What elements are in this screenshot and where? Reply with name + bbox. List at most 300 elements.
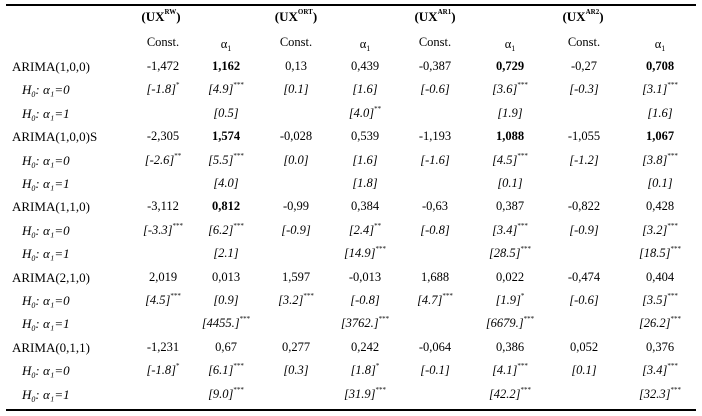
model-label: ARIMA(1,0,0)S [12, 129, 98, 145]
coefficient-cell [549, 199, 619, 214]
coefficient-cell [549, 59, 619, 74]
cell-value: [4455.] [201, 316, 240, 331]
significance-stars: *** [517, 221, 528, 230]
coefficient-cell [330, 199, 400, 214]
hypothesis-equation: : α₁=1 [35, 316, 70, 332]
hypothesis-h-subscript: 0 [31, 113, 36, 123]
test-statistic-cell [191, 106, 261, 121]
hypothesis-h: H [22, 82, 32, 98]
coefficient-cell [400, 270, 470, 285]
cell-value: [32.3] [638, 386, 671, 401]
coefficient-cell [261, 199, 331, 214]
test-statistic-cell [128, 82, 198, 97]
cell-value: 1,688 [420, 269, 450, 284]
hypothesis-h-subscript: 0 [31, 160, 36, 170]
coefficient-cell [330, 340, 400, 355]
hypothesis-row [0, 384, 702, 406]
cell-value: 1,067 [645, 129, 675, 144]
hypothesis-h-subscript: 0 [31, 301, 36, 310]
cell-value: [-0.1] [420, 363, 450, 378]
cell-value: -0,474 [567, 269, 601, 284]
model-label: ARIMA(1,1,0) [12, 199, 90, 215]
hypothesis-label [22, 223, 70, 240]
cell-value: -0,27 [570, 59, 598, 73]
test-statistic-cell [475, 82, 545, 97]
significance-stars: *** [667, 362, 678, 371]
cell-value: 0,242 [350, 339, 380, 354]
cell-value: [14.9] [343, 246, 376, 261]
test-statistic-cell [330, 82, 400, 97]
cell-value: [3.2] [278, 293, 304, 307]
cell-value: [2.4] [348, 222, 375, 237]
test-statistic-cell [330, 387, 400, 402]
test-statistic-cell [400, 153, 470, 168]
hypothesis-row [0, 243, 702, 265]
cell-value: [18.5] [638, 246, 671, 261]
test-statistic-cell [625, 387, 695, 402]
test-statistic-cell [549, 82, 619, 97]
coefficient-cell [475, 59, 545, 74]
test-statistic-cell [549, 153, 619, 168]
test-statistic-cell [191, 82, 261, 97]
hypothesis-equation: : α₁=0 [35, 363, 70, 379]
coefficient-cell [128, 199, 198, 214]
test-statistic-cell [549, 363, 619, 378]
alpha-header [625, 37, 695, 53]
hypothesis-equation: : α₁=1 [35, 386, 70, 402]
significance-stars: ** [174, 151, 182, 160]
coefficient-cell [330, 129, 400, 144]
alpha-symbol: $\alpha_1$ [654, 37, 666, 53]
significance-stars: ** [374, 104, 382, 113]
hypothesis-row [0, 220, 702, 242]
cell-value: [4.5] [145, 293, 171, 307]
model-row [0, 337, 702, 359]
hypothesis-label [22, 363, 70, 380]
coefficient-cell [330, 59, 400, 74]
cell-value: 0,277 [281, 339, 311, 354]
cell-value: -0,028 [279, 129, 313, 144]
test-statistic-cell [128, 293, 198, 308]
cell-value: 0,387 [495, 199, 525, 214]
cell-value: [3.6] [492, 82, 518, 97]
hypothesis-label [22, 293, 70, 310]
significance-stars: *** [670, 315, 682, 324]
alpha-subscript: 1 [661, 44, 666, 53]
significance-stars: *** [233, 385, 244, 394]
test-statistic-cell [549, 293, 619, 308]
significance-stars: *** [520, 245, 532, 254]
cell-value: 0,539 [350, 129, 380, 144]
group-header: $(UX^{AR1})$ [414, 8, 456, 24]
significance-stars: *** [378, 315, 390, 324]
cell-value: [-1.2] [569, 152, 599, 167]
test-statistic-cell [261, 82, 331, 97]
cell-value: -3,112 [147, 199, 179, 214]
cell-value: [1.6] [352, 82, 378, 97]
alpha-subscript: 1 [366, 44, 371, 53]
cell-value: 1,574 [211, 129, 241, 144]
cell-value: [1.6] [647, 105, 673, 120]
cell-value: [3.4] [492, 222, 518, 237]
cell-value: [4.7] [417, 293, 443, 307]
cell-value: 0,376 [645, 339, 675, 354]
significance-stars: * [520, 292, 525, 300]
significance-stars: *** [233, 362, 244, 371]
cell-value: 2,019 [148, 269, 178, 284]
coefficient-cell [330, 270, 400, 285]
test-statistic-cell [400, 82, 470, 97]
cell-value: -0,387 [418, 59, 452, 73]
cell-value: [6679.] [485, 316, 524, 331]
cell-value: [26.2] [638, 316, 671, 331]
hypothesis-h-subscript: 0 [31, 394, 36, 404]
coefficient-cell [128, 129, 198, 144]
cell-value: [-3.3] [142, 222, 173, 237]
hypothesis-row [0, 173, 702, 195]
hypothesis-label [22, 176, 70, 193]
cell-value: [0.0] [283, 152, 309, 167]
significance-stars: *** [517, 81, 528, 90]
test-statistic-cell [191, 176, 261, 191]
alpha-symbol: $\alpha_1$ [220, 37, 232, 53]
cell-value: 1,088 [495, 129, 525, 144]
coefficient-cell [625, 59, 695, 74]
significance-stars: * [176, 362, 180, 371]
const-header: Const. [567, 35, 601, 49]
significance-stars: *** [670, 385, 682, 394]
cell-value: [-0.8] [420, 222, 450, 237]
hypothesis-h: H [22, 222, 32, 238]
cell-value: 0,812 [211, 199, 241, 214]
test-statistic-cell [330, 223, 400, 238]
hypothesis-h: H [22, 152, 32, 168]
test-statistic-cell [625, 223, 695, 238]
test-statistic-cell [191, 293, 261, 308]
hypothesis-row [0, 103, 702, 125]
coefficient-cell [475, 199, 545, 214]
significance-stars: *** [442, 292, 453, 300]
test-statistic-cell [330, 363, 400, 378]
test-statistic-cell [330, 153, 400, 168]
coefficient-cell [625, 340, 695, 355]
cell-value: 0,386 [495, 339, 525, 354]
hypothesis-equation: : α₁=1 [35, 246, 70, 262]
cell-value: [-0.9] [281, 222, 311, 237]
significance-stars: * [176, 81, 180, 90]
alpha-subscript: 1 [511, 44, 516, 53]
cell-value: [-0.6] [420, 82, 450, 97]
hypothesis-label [22, 387, 70, 404]
cell-value: 0,729 [495, 59, 525, 73]
test-statistic-cell [330, 176, 400, 191]
test-statistic-cell [330, 106, 400, 121]
coefficient-cell [261, 340, 331, 355]
significance-stars: *** [670, 245, 682, 254]
cell-value: [3.4] [642, 363, 668, 378]
const-header: Const. [418, 35, 452, 49]
coefficient-cell [191, 270, 261, 285]
model-label: ARIMA(0,1,1) [12, 339, 90, 355]
coefficient-cell [549, 270, 619, 285]
cell-value: 1,597 [281, 269, 311, 284]
cell-value: [-0.6] [569, 293, 599, 307]
hypothesis-equation: : α₁=0 [35, 152, 70, 168]
hypothesis-h: H [22, 176, 32, 191]
coefficient-cell [625, 270, 695, 285]
cell-value: [4.5] [492, 152, 518, 167]
cell-value: [0.1] [497, 176, 523, 190]
group-name: UX [566, 9, 586, 24]
hypothesis-h: H [22, 316, 32, 332]
significance-stars: *** [523, 315, 535, 324]
significance-stars: *** [303, 292, 314, 300]
cell-value: [1.9] [497, 105, 523, 120]
cell-value: -2,305 [146, 129, 180, 144]
test-statistic-cell [625, 153, 695, 168]
significance-stars: *** [239, 315, 251, 324]
model-label: ARIMA(1,0,0) [12, 59, 90, 74]
cell-value: [-0.9] [569, 222, 599, 237]
hypothesis-h: H [22, 363, 32, 379]
group-superscript: AR2 [585, 8, 600, 16]
hypothesis-h-subscript: 0 [31, 230, 36, 240]
hypothesis-equation: : α₁=1 [35, 105, 70, 121]
significance-stars: *** [375, 245, 387, 254]
test-statistic-cell [400, 223, 470, 238]
test-statistic-cell [191, 316, 261, 331]
cell-value: [1.8] [350, 363, 376, 378]
cell-value: [4.9] [208, 82, 234, 97]
significance-stars: *** [520, 385, 532, 394]
hypothesis-h: H [22, 105, 32, 121]
cell-value: [31.9] [343, 386, 376, 401]
test-statistic-cell [330, 246, 400, 261]
alpha-symbol: $\alpha_1$ [504, 37, 516, 53]
alpha-symbol: $\alpha_1$ [359, 37, 371, 53]
group-superscript: AR1 [437, 8, 452, 16]
significance-stars: ** [374, 221, 382, 230]
cell-value: 0,404 [645, 269, 675, 284]
hypothesis-h-subscript: 0 [31, 371, 36, 381]
test-statistic-cell [330, 293, 400, 308]
significance-stars: *** [172, 221, 184, 230]
cell-value: [28.5] [488, 246, 521, 261]
cell-value: [0.5] [213, 105, 239, 120]
test-statistic-cell [475, 387, 545, 402]
const-header: Const. [146, 35, 180, 49]
group-header: $(UX^{AR2})$ [562, 8, 604, 24]
alpha-header [475, 37, 545, 53]
test-statistic-cell [261, 293, 331, 308]
hypothesis-row [0, 290, 702, 312]
test-statistic-cell [475, 316, 545, 331]
significance-stars: *** [667, 81, 678, 90]
cell-value: 0,013 [211, 269, 241, 284]
significance-stars: *** [517, 362, 528, 371]
cell-value: [4.0] [213, 176, 239, 190]
test-statistic-cell [191, 246, 261, 261]
hypothesis-equation: : α₁=0 [35, 293, 70, 308]
group-name: UX [418, 9, 438, 24]
test-statistic-cell [475, 293, 545, 308]
cell-value: -1,231 [146, 339, 180, 354]
coefficient-cell [261, 59, 331, 74]
cell-value: [-0.3] [569, 82, 599, 97]
cell-value: 0,428 [645, 199, 675, 214]
hypothesis-row [0, 360, 702, 382]
test-statistic-cell [475, 176, 545, 191]
significance-stars: *** [170, 292, 181, 300]
cell-value: [3.1] [642, 82, 668, 97]
test-statistic-cell [475, 363, 545, 378]
test-statistic-cell [191, 223, 261, 238]
group-name: UX [279, 9, 298, 24]
group-header: $(UX^{ORT})$ [274, 8, 318, 24]
cell-value: [5.5] [208, 152, 234, 167]
model-row [0, 126, 702, 148]
cell-value: [1.9] [495, 293, 521, 307]
cell-value: -1,472 [146, 59, 180, 73]
coefficient-cell [625, 199, 695, 214]
cell-value: -1,055 [567, 129, 601, 144]
significance-stars: *** [667, 151, 678, 160]
test-statistic-cell [128, 223, 198, 238]
significance-stars: * [375, 362, 380, 371]
cell-value: [-2.6] [144, 152, 175, 167]
cell-value: -0,63 [421, 199, 449, 214]
hypothesis-label [22, 82, 70, 99]
test-statistic-cell [400, 293, 470, 308]
cell-value: -0,99 [282, 199, 310, 214]
coefficient-cell [261, 270, 331, 285]
alpha-header [330, 37, 400, 53]
hypothesis-h: H [22, 386, 32, 402]
cell-value: [0.3] [283, 363, 309, 378]
hypothesis-h: H [22, 293, 32, 308]
hypothesis-h-subscript: 0 [31, 184, 36, 193]
test-statistic-cell [475, 246, 545, 261]
significance-stars: *** [233, 81, 244, 90]
test-statistic-cell [625, 82, 695, 97]
alpha-header [191, 37, 261, 53]
coefficient-cell [191, 199, 261, 214]
cell-value: [0.1] [647, 176, 673, 190]
group-name: UX [145, 9, 165, 24]
test-statistic-cell [625, 246, 695, 261]
cell-value: [-1.8] [146, 82, 177, 97]
model-row [0, 267, 702, 289]
coefficient-cell [400, 340, 470, 355]
test-statistic-cell [475, 106, 545, 121]
cell-value: 0,439 [350, 59, 380, 73]
cell-value: [-1.8] [146, 363, 177, 378]
hypothesis-equation: : α₁=0 [35, 222, 70, 238]
test-statistic-cell [475, 223, 545, 238]
alpha-subscript: 1 [227, 44, 232, 53]
cell-value: [9.0] [208, 386, 234, 401]
test-statistic-cell [261, 223, 331, 238]
coefficient-cell [191, 340, 261, 355]
coefficient-cell [400, 199, 470, 214]
cell-value: [4.0] [348, 105, 375, 120]
cell-value: [1.6] [352, 152, 378, 167]
cell-value: 0,384 [350, 199, 380, 214]
significance-stars: *** [233, 151, 244, 160]
hypothesis-h-subscript: 0 [31, 90, 36, 100]
cell-value: [2.1] [213, 246, 239, 261]
test-statistic-cell [625, 293, 695, 308]
cell-value: [3762.] [340, 316, 379, 331]
test-statistic-cell [625, 363, 695, 378]
test-statistic-cell [330, 316, 400, 331]
test-statistic-cell [625, 106, 695, 121]
cell-value: 0,13 [285, 59, 307, 73]
test-statistic-cell [191, 363, 261, 378]
const-header: Const. [279, 35, 313, 49]
test-statistic-cell [191, 387, 261, 402]
coefficient-cell [475, 270, 545, 285]
hypothesis-row [0, 313, 702, 335]
cell-value: [3.5] [642, 293, 668, 307]
significance-stars: *** [667, 292, 678, 300]
hypothesis-label [22, 153, 70, 170]
cell-value: 1,162 [211, 59, 241, 73]
cell-value: [3.2] [642, 222, 668, 237]
cell-value: [-0.8] [350, 293, 380, 307]
hypothesis-equation: : α₁=0 [35, 82, 70, 98]
coefficient-cell [191, 59, 261, 74]
hypothesis-h: H [22, 246, 32, 262]
test-statistic-cell [549, 223, 619, 238]
table-top-rule [6, 4, 696, 6]
cell-value: 0,67 [215, 339, 237, 354]
test-statistic-cell [625, 316, 695, 331]
group-header: $(UX^{RW})$ [141, 8, 181, 24]
hypothesis-h-subscript: 0 [31, 254, 36, 264]
cell-value: [0.9] [213, 293, 239, 307]
cell-value: -0,013 [348, 269, 382, 284]
hypothesis-row [0, 150, 702, 172]
hypothesis-equation: : α₁=1 [35, 176, 70, 191]
cell-value: [42.2] [488, 386, 521, 401]
cell-value: [0.1] [283, 82, 309, 97]
test-statistic-cell [625, 176, 695, 191]
hypothesis-h-subscript: 0 [31, 324, 36, 334]
cell-value: [1.8] [352, 176, 378, 190]
cell-value: [0.1] [571, 363, 597, 378]
coefficient-cell [475, 129, 545, 144]
cell-value: -0,064 [418, 339, 452, 354]
test-statistic-cell [128, 363, 198, 378]
cell-value: [3.8] [642, 152, 668, 167]
coefficient-cell [549, 340, 619, 355]
coefficient-cell [261, 129, 331, 144]
cell-value: [4.1] [492, 363, 518, 378]
hypothesis-label [22, 106, 70, 123]
significance-stars: *** [233, 221, 244, 230]
group-superscript: ORT [297, 8, 313, 16]
cell-value: 0,708 [645, 59, 675, 73]
cell-value: -1,193 [418, 129, 452, 144]
coefficient-cell [400, 59, 470, 74]
test-statistic-cell [191, 153, 261, 168]
model-row [0, 196, 702, 218]
hypothesis-row [0, 79, 702, 101]
model-label: ARIMA(2,1,0) [12, 269, 90, 285]
test-statistic-cell [128, 153, 198, 168]
cell-value: -0,822 [567, 199, 601, 214]
